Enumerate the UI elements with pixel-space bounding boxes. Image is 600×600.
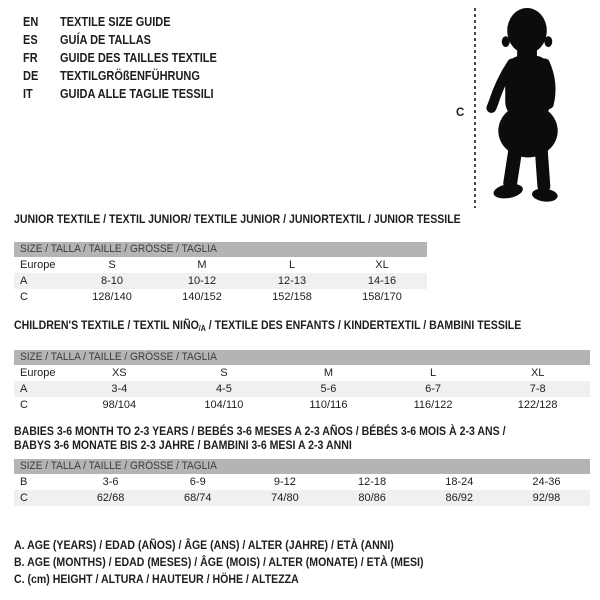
- guide-title: TEXTILE SIZE GUIDE: [59, 15, 171, 29]
- section-title: [14, 318, 521, 334]
- age-cell: 3-4: [111, 383, 128, 395]
- table-row-europe: [14, 365, 590, 381]
- age-cell: 7-8: [529, 383, 546, 395]
- age-cell: 3-6: [102, 476, 119, 488]
- height-cell: 86/92: [445, 492, 474, 504]
- legend-footnotes: [14, 537, 479, 588]
- section-junior-textile: [14, 212, 461, 305]
- guide-title: TEXTILGRÖßENFÜHRUNG: [59, 69, 200, 83]
- section-title-text: CHILDREN'S TEXTILE / TEXTIL NIÑO: [14, 318, 199, 332]
- guide-title: GUIDE DES TAILLES TEXTILE: [59, 51, 217, 65]
- height-cell: 152/158: [272, 291, 312, 303]
- guide-title: GUIDA ALLE TAGLIE TESSILI: [59, 87, 214, 101]
- section-title-line2: BABYS 3-6 MONATE BIS 2-3 JAHRE / BAMBINI 3-6 MESI A 2-3 ANNI: [14, 438, 352, 452]
- language-code: EN: [23, 15, 39, 29]
- table-row-height: [14, 289, 427, 305]
- size-cell: M: [323, 367, 334, 379]
- height-cell: 104/110: [204, 399, 244, 411]
- language-row-en: [23, 13, 217, 31]
- section-childrens-textile: [14, 318, 590, 413]
- height-cell: 128/140: [92, 291, 132, 303]
- age-cell: 9-12: [273, 476, 296, 488]
- age-cell: 12-18: [358, 476, 387, 488]
- footnote-age-years: A. AGE (YEARS) / EDAD (AÑOS) / ÂGE (ANS) / ALTER (JAHRE) / ETÀ (ANNI): [14, 538, 394, 552]
- age-cell: 5-6: [320, 383, 337, 395]
- height-cell: 68/74: [183, 492, 212, 504]
- language-row-de: [23, 67, 217, 85]
- height-cell: 122/128: [517, 399, 558, 411]
- section-title: BABIES 3-6 MONTH TO 2-3 YEARS / BEBÉS 3-6 MESES A 2-3 AÑOS / BÉBÉS 3-6 MOIS À 2-3 ANS /: [14, 424, 506, 438]
- size-cell: XL: [530, 367, 545, 379]
- section-title-subscript: /A: [198, 324, 206, 333]
- size-header-bar: [14, 242, 427, 257]
- language-code: IT: [23, 87, 33, 101]
- size-header-label: SIZE / TALLA / TAILLE / GRÖSSE / TAGLIA: [20, 460, 217, 472]
- row-label: C: [20, 291, 28, 303]
- table-row-age-months: [14, 474, 590, 490]
- table-row-height: [14, 490, 590, 506]
- table-row-age: [14, 273, 427, 289]
- height-dashed-line: [474, 8, 476, 208]
- size-header-bar: [14, 459, 590, 474]
- size-header-label: SIZE / TALLA / TAILLE / GRÖSSE / TAGLIA: [20, 351, 217, 363]
- height-cell: 74/80: [271, 492, 299, 504]
- language-code: ES: [23, 33, 38, 47]
- age-cell: 4-5: [215, 383, 232, 395]
- row-label: B: [20, 476, 28, 488]
- section-babies-textile: [14, 424, 590, 506]
- height-marker-label: C: [456, 107, 465, 119]
- language-code: DE: [23, 69, 39, 83]
- row-label: A: [20, 275, 28, 287]
- row-label: Europe: [20, 259, 56, 271]
- height-cell: 92/98: [532, 492, 561, 504]
- row-label: C: [20, 492, 28, 504]
- table-row-europe: [14, 257, 427, 273]
- size-cell: S: [108, 259, 116, 271]
- age-cell: 10-12: [187, 275, 217, 287]
- guide-title: GUÍA DE TALLAS: [59, 33, 152, 47]
- row-label: A: [20, 383, 28, 395]
- age-cell: 14-16: [367, 275, 397, 287]
- size-header-label: SIZE / TALLA / TAILLE / GRÖSSE / TAGLIA: [20, 243, 217, 255]
- language-row-es: [23, 31, 217, 49]
- size-cell: L: [430, 367, 437, 379]
- language-row-fr: [23, 49, 217, 67]
- size-cell: S: [220, 367, 228, 379]
- size-cell: XL: [375, 259, 389, 271]
- height-cell: 98/104: [102, 399, 137, 411]
- age-cell: 24-36: [532, 476, 561, 488]
- height-cell: 80/86: [358, 492, 386, 504]
- toddler-silhouette-icon: [481, 6, 577, 204]
- language-row-it: [23, 85, 217, 103]
- size-cell: XS: [111, 367, 127, 379]
- age-cell: 6-7: [425, 383, 442, 395]
- section-title: JUNIOR TEXTILE / TEXTIL JUNIOR/ TEXTILE JUNIOR / JUNIORTEXTIL / JUNIOR TESSILE: [14, 212, 461, 226]
- height-cell: 140/152: [182, 291, 222, 303]
- size-header-bar: [14, 350, 590, 365]
- footnote-age-months: B. AGE (MONTHS) / EDAD (MESES) / ÂGE (MOIS) / ALTER (MONATE) / ETÀ (MESI): [14, 555, 424, 569]
- footnote-height-cm: C. (cm) HEIGHT / ALTURA / HAUTEUR / HÖHE / ALTEZZA: [14, 572, 299, 586]
- language-title-list: [23, 13, 217, 103]
- height-cell: 116/122: [413, 399, 453, 411]
- table-row-age: [14, 381, 590, 397]
- age-cell: 12-13: [277, 275, 307, 287]
- row-label: C: [20, 399, 28, 411]
- age-cell: 18-24: [445, 476, 474, 488]
- section-title-text: / TEXTILE DES ENFANTS / KINDERTEXTIL / BAMBINI TESSILE: [205, 318, 522, 332]
- size-cell: M: [197, 259, 207, 271]
- size-cell: L: [288, 259, 296, 271]
- height-cell: 62/68: [96, 492, 125, 504]
- language-code: FR: [23, 51, 38, 65]
- height-cell: 158/170: [362, 291, 402, 303]
- table-row-height: [14, 397, 590, 413]
- row-label: Europe: [20, 367, 56, 379]
- age-cell: 6-9: [189, 476, 206, 488]
- age-cell: 8-10: [100, 275, 124, 287]
- height-cell: 110/116: [309, 399, 348, 411]
